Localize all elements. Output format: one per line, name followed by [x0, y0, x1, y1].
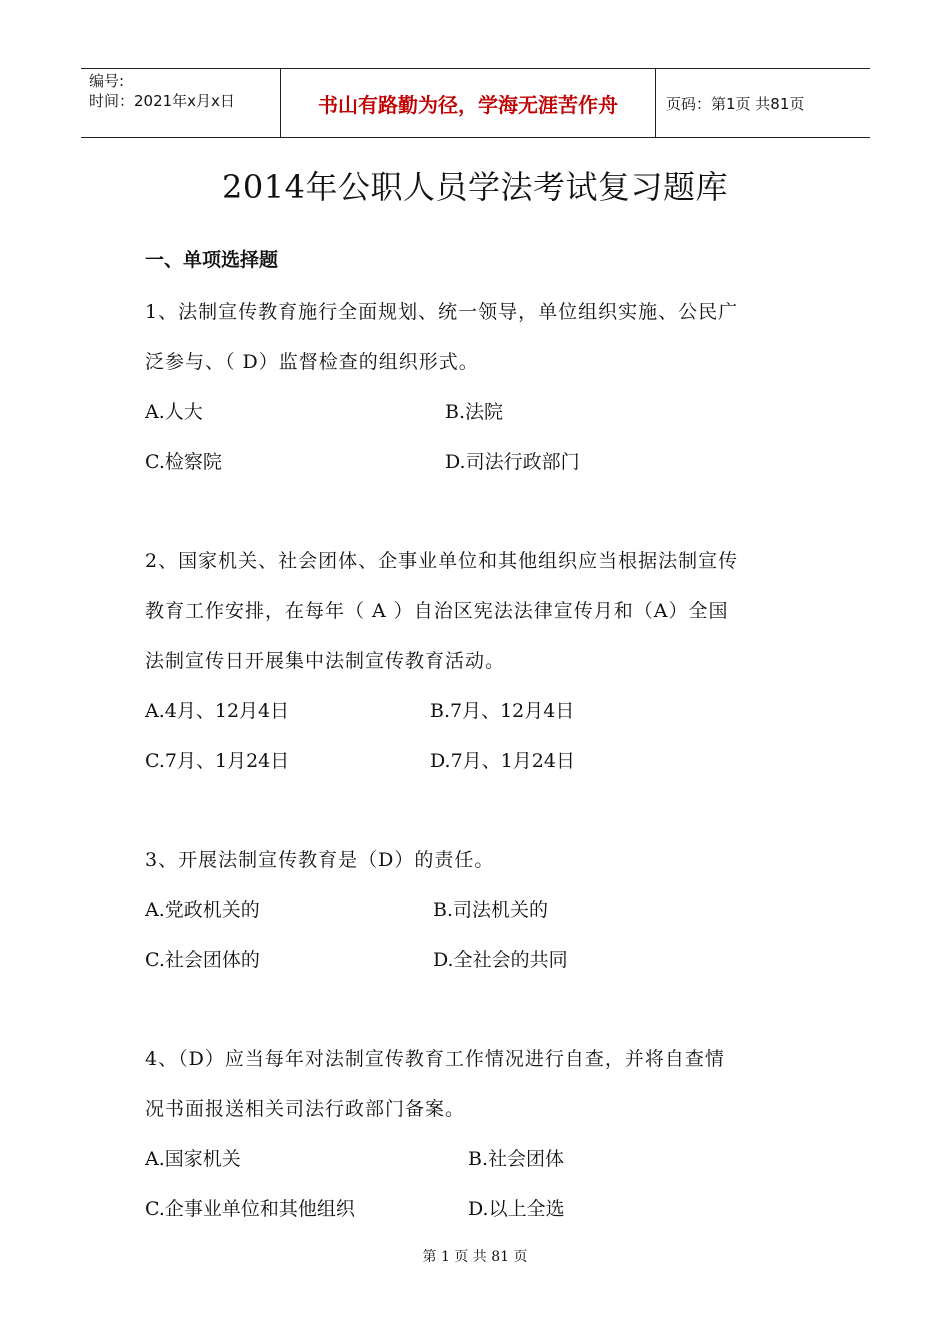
page-header: [81, 68, 870, 138]
question-2-option-b: B.7月、12月4日: [430, 700, 575, 722]
document-title: 2014年公职人员学法考试复习题库: [222, 168, 728, 206]
question-3-option-d: D.全社会的共同: [433, 949, 568, 971]
question-3-option-c: C.社会团体的: [145, 949, 260, 971]
question-4-option-b: B.社会团体: [468, 1148, 565, 1170]
question-4-option-d: D.以上全选: [468, 1198, 565, 1220]
question-2-line-2: 教育工作安排，在每年（ A ）自治区宪法法律宣传月和（A）全国: [145, 600, 729, 622]
header-page-info: 页码：第1页 共81页: [666, 94, 805, 113]
question-2-line-1: 2、国家机关、社会团体、企事业单位和其他组织应当根据法制宣传: [145, 550, 739, 572]
question-3-option-b: B.司法机关的: [433, 899, 549, 921]
question-1-option-d: D.司法行政部门: [445, 451, 580, 473]
question-2-option-d: D.7月、1月24日: [430, 750, 575, 772]
question-1-option-a: A.人大: [145, 401, 203, 423]
question-4-line-2: 况书面报送相关司法行政部门备案。: [145, 1098, 466, 1120]
section-heading: 一、单项选择题: [145, 249, 279, 271]
question-1-option-b: B.法院: [445, 401, 504, 423]
question-1-option-c: C.检察院: [145, 451, 222, 473]
question-3-option-a: A.党政机关的: [145, 899, 260, 921]
question-1-line-1: 1、法制宣传教育施行全面规划、统一领导，单位组织实施、公民广: [145, 301, 739, 323]
question-1-line-2: 泛参与、（ D）监督检查的组织形式。: [145, 351, 479, 373]
question-2-option-c: C.7月、1月24日: [145, 750, 290, 772]
number-label: 编号:: [89, 72, 125, 90]
date-label: 时间：2021年x月x日: [89, 92, 235, 110]
question-2-option-a: A.4月、12月4日: [145, 700, 290, 722]
question-3-line-1: 3、开展法制宣传教育是（D）的责任。: [145, 849, 495, 871]
question-4-option-a: A.国家机关: [145, 1148, 241, 1170]
question-2-line-3: 法制宣传日开展集中法制宣传教育活动。: [145, 650, 506, 672]
header-motto: 书山有路勤为径，学海无涯苦作舟: [281, 69, 656, 137]
question-4-option-c: C.企事业单位和其他组织: [145, 1198, 355, 1220]
header-meta: [81, 69, 281, 137]
question-4-line-1: 4、（D）应当每年对法制宣传教育工作情况进行自查，并将自查情: [145, 1048, 725, 1070]
page-footer: 第 1 页 共 81 页: [422, 1249, 528, 1265]
